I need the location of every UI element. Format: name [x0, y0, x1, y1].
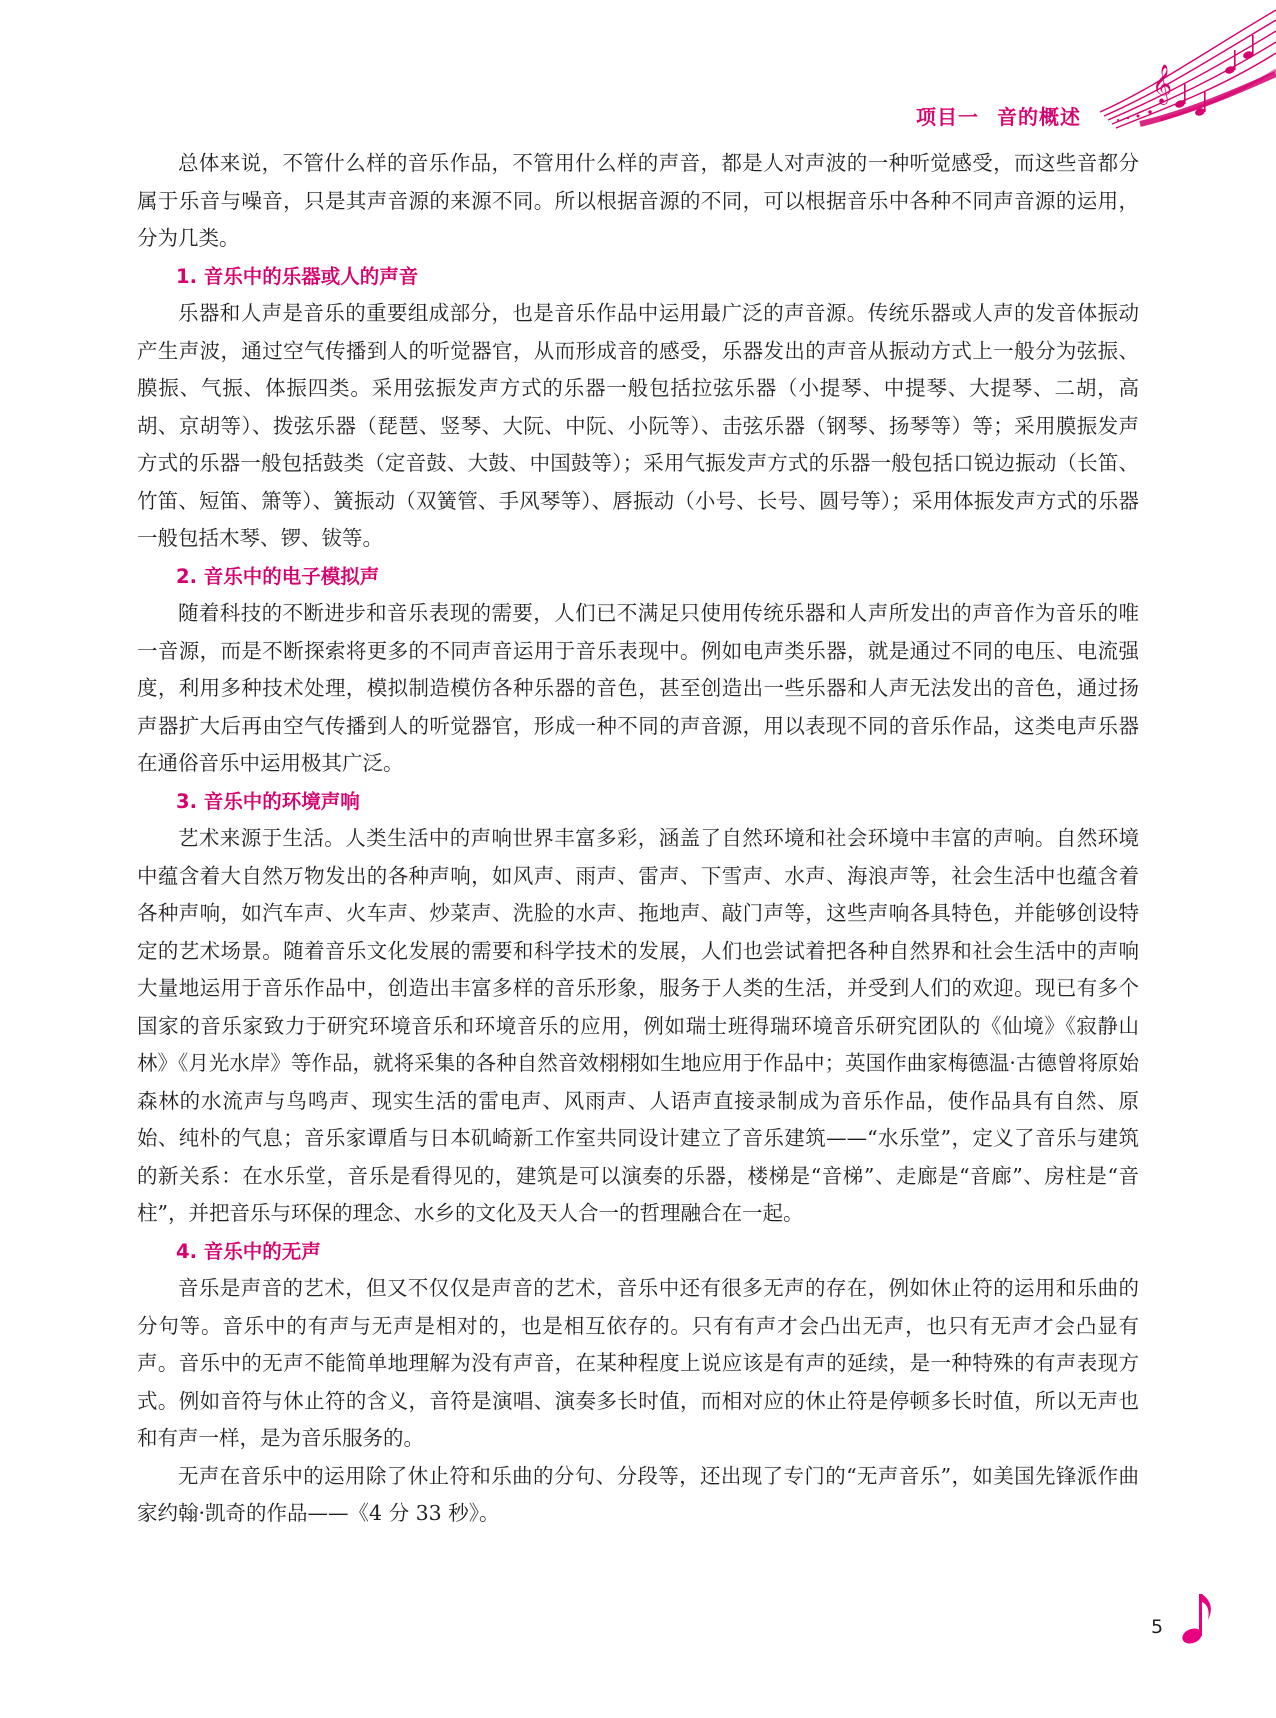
- section-heading-2: 2. 音乐中的电子模拟声: [176, 564, 380, 588]
- svg-text:𝄞: 𝄞: [1152, 64, 1173, 104]
- section-heading-4: 4. 音乐中的无声: [176, 1239, 321, 1263]
- music-staff-swirl-icon: [1080, 0, 1276, 150]
- section-2-paragraph: 随着科技的不断进步和音乐表现的需要，人们已不满足只使用传统乐器和人声所发出的声音作为音乐的唯一音源，而是不断探索将更多的不同声音运用于音乐表现中。例如电声类乐器，就是通过不同的电压、电流强度，利用多种技术处理，模拟制造模仿各种乐器的音色，甚至创造出一些乐器和人声无法发出的音色，通过扬声器扩大后再由空气传播到人的听觉器官，形成一种不同的声音源，用以表现不同的音乐作品，这类电声乐器在通俗音乐中运用极其广泛。: [137, 601, 1139, 775]
- running-head: [916, 101, 1081, 130]
- page-body: [137, 145, 1139, 1533]
- section-heading-1: 1. 音乐中的乐器或人的声音: [176, 264, 419, 288]
- running-head-part: 项目一: [916, 105, 979, 129]
- section-heading-3: 3. 音乐中的环境声响: [176, 789, 360, 813]
- intro-paragraph: 总体来说，不管什么样的音乐作品，不管用什么样的声音，都是人对声波的一种听觉感受，而这些音都分属于乐音与噪音，只是其声音源的来源不同。所以根据音源的不同，可以根据音乐中各种不同声音源的运用，分为几类。: [137, 151, 1139, 250]
- section-3-paragraph: 艺术来源于生活。人类生活中的声响世界丰富多彩，涵盖了自然环境和社会环境中丰富的声响。自然环境中蕴含着大自然万物发出的各种声响，如风声、雨声、雷声、下雪声、水声、海浪声等，社会生活中也蕴含着各种声响，如汽车声、火车声、炒菜声、洗脸的水声、拖地声、敲门声等，这些声响各具特色，并能够创设特定的艺术场景。随着音乐文化发展的需要和科学技术的发展，人们也尝试着把各种自然界和社会生活中的声响大量地运用于音乐作品中，创造出丰富多样的音乐形象，服务于人类的生活，并受到人们的欢迎。现已有多个国家的音乐家致力于研究环境音乐和环境音乐的应用，例如瑞士班得瑞环境音乐研究团队的《仙境》《寂静山林》《月光水岸》等作品，就将采集的各种自然音效栩栩如生地应用于作品中；英国作曲家梅德温·古德曾将原始森林的水流声与鸟鸣声、现实生活的雷电声、风雨声、人语声直接录制成为音乐作品，使作品具有自然、原始、纯朴的气息；音乐家谭盾与日本矶崎新工作室共同设计建立了音乐建筑——“水乐堂”，定义了音乐与建筑的新关系：在水乐堂，音乐是看得见的，建筑是可以演奏的乐器，楼梯是“音梯”、走廊是“音廊”、房柱是“音柱”，并把音乐与环保的理念、水乡的文化及天人合一的哲理融合在一起。: [137, 826, 1139, 1225]
- running-head-title: 音的概述: [997, 105, 1081, 129]
- eighth-note-icon: [1180, 1586, 1216, 1648]
- section-4-paragraph-1: 音乐是声音的艺术，但又不仅仅是声音的艺术，音乐中还有很多无声的存在，例如休止符的运用和乐曲的分句等。音乐中的有声与无声是相对的，也是相互依存的。只有有声才会凸出无声，也只有无声才会凸显有声。音乐中的无声不能简单地理解为没有声音，在某种程度上说应该是有声的延续，是一种特殊的有声表现方式。例如音符与休止符的含义，音符是演唱、演奏多长时值，而相对应的休止符是停顿多长时值，所以无声也和有声一样，是为音乐服务的。: [137, 1276, 1139, 1450]
- section-1-paragraph: 乐器和人声是音乐的重要组成部分，也是音乐作品中运用最广泛的声音源。传统乐器或人声的发音体振动产生声波，通过空气传播到人的听觉器官，从而形成音的感受，乐器发出的声音从振动方式上一般分为弦振、膜振、气振、体振四类。采用弦振发声方式的乐器一般包括拉弦乐器（小提琴、中提琴、大提琴、二胡，高胡、京胡等）、拨弦乐器（琵琶、竖琴、大阮、中阮、小阮等）、击弦乐器（钢琴、扬琴等）等；采用膜振发声方式的乐器一般包括鼓类（定音鼓、大鼓、中国鼓等）；采用气振发声方式的乐器一般包括口锐边振动（长笛、竹笛、短笛、箫等）、簧振动（双簧管、手风琴等）、唇振动（小号、长号、圆号等）；采用体振发声方式的乐器一般包括木琴、锣、钹等。: [137, 301, 1139, 550]
- section-4-paragraph-2: 无声在音乐中的运用除了休止符和乐曲的分句、分段等，还出现了专门的“无声音乐”，如美国先锋派作曲家约翰·凯奇的作品——《4 分 33 秒》。: [137, 1463, 1139, 1525]
- page-number: 5: [1151, 1616, 1164, 1638]
